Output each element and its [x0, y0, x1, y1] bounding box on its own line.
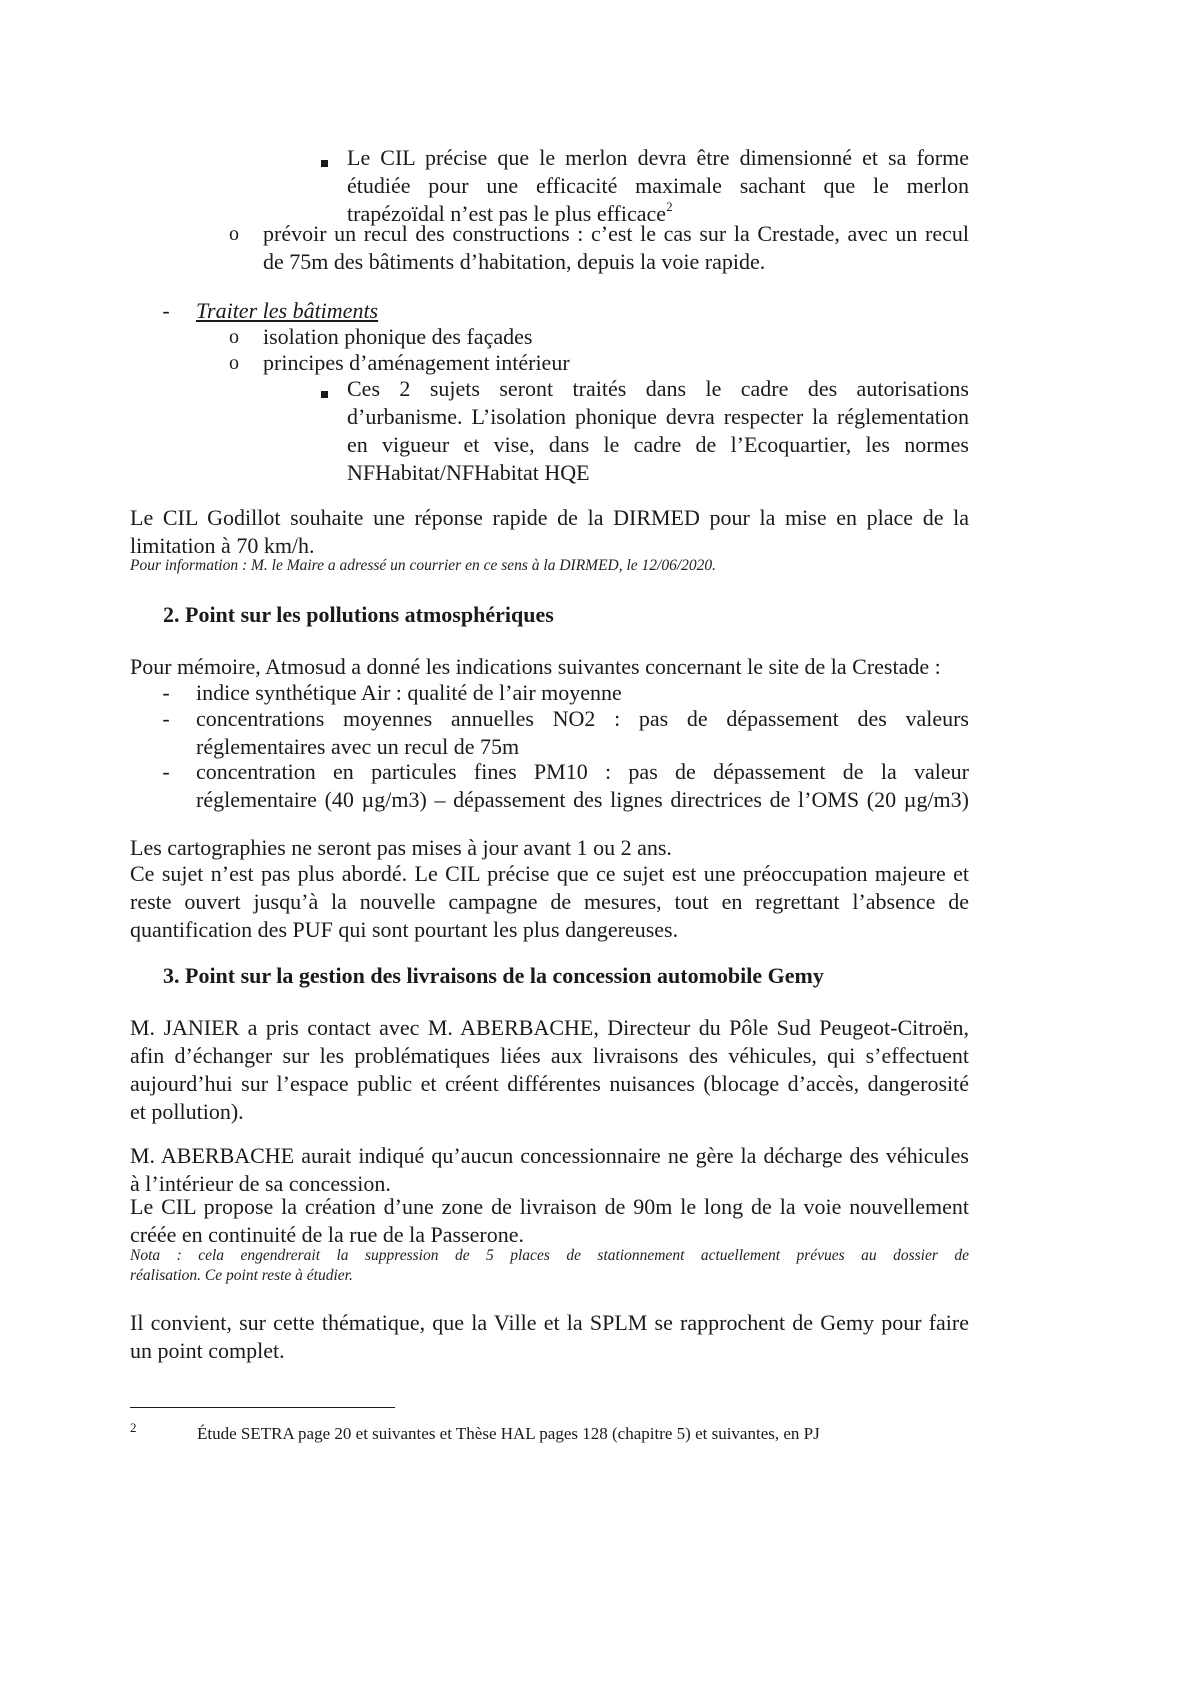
note-nota [130, 1246, 969, 1286]
text-line: prévoir un recul des constructions : c’est le cas sur la Crestade, avec un recul [263, 221, 969, 246]
text-line: réglementaires avec un recul de 75m [196, 734, 520, 759]
text-line: NFHabitat/NFHabitat HQE [347, 460, 590, 485]
footnote-ref[interactable]: 2 [666, 198, 673, 214]
text-line: Ces 2 sujets seront traités dans le cadre des autorisations [347, 376, 969, 401]
text-line: concentrations moyennes annuelles NO2 : pas de dépassement des valeurs [196, 706, 969, 731]
text-line: Le CIL propose la création d’une zone de livraison de 90m le long de la voie nouvellement [130, 1194, 969, 1219]
text-line: reste ouvert jusqu’à la nouvelle campagne de mesures, tout en regrettant l’absence de [130, 889, 969, 914]
text-line: M. ABERBACHE aurait indiqué qu’aucun concessionnaire ne gère la décharge des véhicules [130, 1143, 969, 1168]
bullet-recul [263, 220, 969, 276]
bullet-pm10 [196, 758, 969, 814]
bullet-isolation: isolation phonique des façades [263, 324, 533, 349]
square-bullet-icon [312, 146, 336, 174]
footnote-separator [130, 1407, 395, 1408]
section-title-pollutions: 2. Point sur les pollutions atmosphériques [163, 602, 554, 627]
text-line: réglementaire (40 µg/m3) – dépassement des lignes directrices de l’OMS (20 µg/m3) [196, 787, 969, 812]
bullet-merlon [347, 144, 969, 228]
text-line: un point complet. [130, 1338, 285, 1363]
bullet-principes: principes d’aménagement intérieur [263, 350, 570, 375]
paragraph-zone-livraison [130, 1193, 969, 1249]
text-line: aujourd’hui sur l’espace public et créent différentes nuisances (blocage d’accès, dangerosité [130, 1071, 969, 1096]
bullet-no2 [196, 705, 969, 761]
paragraph-godillot [130, 504, 969, 560]
text-line: afin d’échanger sur les problématiques liées aux livraisons des véhicules, qui s’effectuent [130, 1043, 969, 1068]
text-line: d’urbanisme. L’isolation phonique devra respecter la réglementation [347, 404, 969, 429]
section-title-livraisons: 3. Point sur la gestion des livraisons de la concession automobile Gemy [163, 963, 824, 988]
text-line: de 75m des bâtiments d’habitation, depuis la voie rapide. [263, 249, 766, 274]
paragraph-aberbache [130, 1142, 969, 1198]
text-line: et pollution). [130, 1099, 244, 1124]
text-line: étudiée pour une efficacité maximale sachant que le merlon [347, 173, 969, 198]
paragraph-sujet-aborde [130, 860, 969, 944]
dash-bullet-icon: - [162, 680, 170, 705]
text-line: limitation à 70 km/h. [130, 533, 315, 558]
text-line: créée en continuité de la rue de la Passerone. [130, 1222, 524, 1247]
paragraph-cartographies: Les cartographies ne seront pas mises à jour avant 1 ou 2 ans. [130, 835, 672, 860]
paragraph-conclusion [130, 1309, 969, 1365]
text-line: quantification des PUF qui sont pourtant les plus dangereuses. [130, 917, 679, 942]
footnote-text: Étude SETRA page 20 et suivantes et Thèse HAL pages 128 (chapitre 5) et suivantes, en PJ [197, 1424, 820, 1443]
paragraph-janier [130, 1014, 969, 1126]
square-bullet-icon [312, 377, 336, 405]
text-line: M. JANIER a pris contact avec M. ABERBACHE, Directeur du Pôle Sud Peugeot-Citroën, [130, 1015, 969, 1040]
note-information: Pour information : M. le Maire a adressé un courrier en ce sens à la DIRMED, le 12/06/2020. [130, 557, 717, 574]
text-line: en vigueur et vise, dans le cadre de l’Ecoquartier, les normes [347, 432, 969, 457]
paragraph-atmosud-intro: Pour mémoire, Atmosud a donné les indications suivantes concernant le site de la Crestade : [130, 654, 941, 679]
footnote-number: 2 [130, 1420, 137, 1435]
circle-bullet-icon: o [229, 223, 239, 245]
circle-bullet-icon: o [229, 352, 239, 374]
text-line: Nota : cela engendrerait la suppression de 5 places de stationnement actuellement prévues au dossier de [130, 1247, 969, 1264]
circle-bullet-icon: o [229, 326, 239, 348]
subheading-traiter-batiments: Traiter les bâtiments [196, 298, 379, 323]
dash-bullet-icon: - [162, 706, 170, 731]
text-line: Ce sujet n’est pas plus abordé. Le CIL précise que ce sujet est une préoccupation majeure et [130, 861, 969, 886]
bullet-sujets [347, 375, 969, 487]
text-line: concentration en particules fines PM10 : pas de dépassement de la valeur [196, 759, 969, 784]
dash-bullet-icon: - [162, 759, 170, 784]
text-line: Le CIL précise que le merlon devra être dimensionné et sa forme [347, 145, 969, 170]
text-line: Il convient, sur cette thématique, que la Ville et la SPLM se rapprochent de Gemy pour faire [130, 1310, 969, 1335]
bullet-indice-air: indice synthétique Air : qualité de l’air moyenne [196, 680, 622, 705]
text-line: à l’intérieur de sa concession. [130, 1171, 391, 1196]
text-line: trapézoïdal n’est pas le plus efficace$^2$ [347, 198, 673, 226]
text-line: Le CIL Godillot souhaite une réponse rapide de la DIRMED pour la mise en place de la [130, 505, 969, 530]
dash-bullet-icon: - [162, 298, 170, 323]
text-line: réalisation. Ce point reste à étudier. [130, 1267, 353, 1284]
